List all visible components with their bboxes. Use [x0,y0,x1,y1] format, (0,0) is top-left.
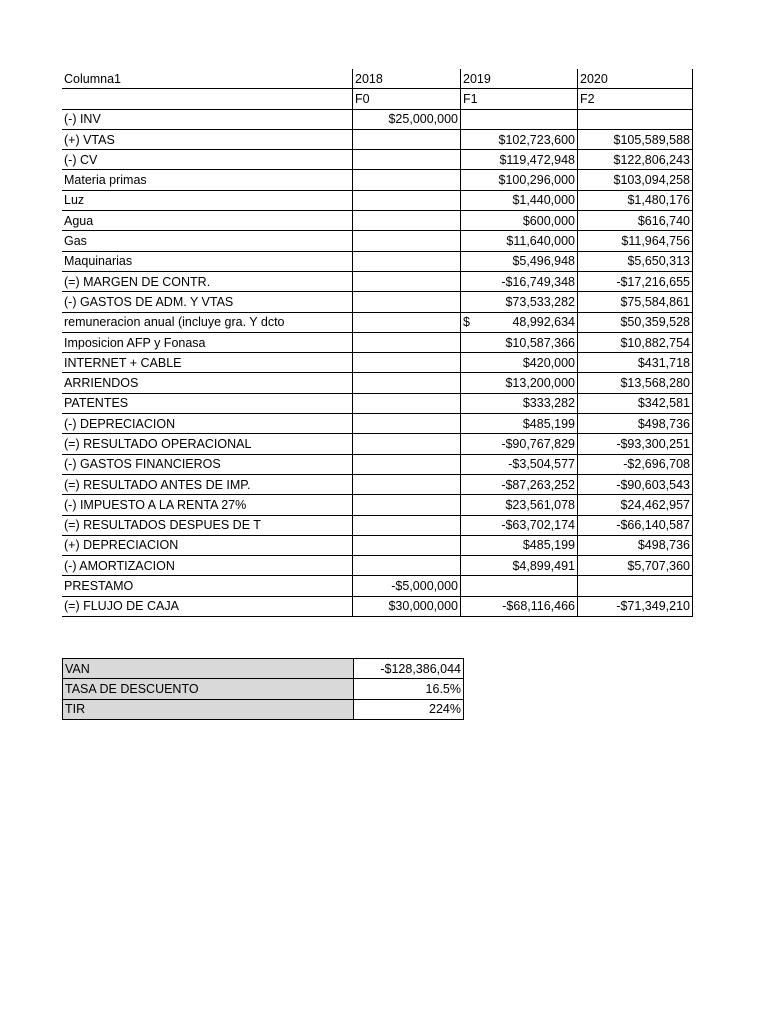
value-cell-2019[interactable]: $119,472,948 [461,150,578,170]
cash-flow-table [62,69,693,617]
value-cell-2018[interactable] [353,535,461,555]
value-cell-2019[interactable]: $100,296,000 [461,170,578,190]
summary-value-cell[interactable]: -$128,386,044 [354,659,464,679]
value-cell-2020[interactable]: $1,480,176 [578,190,693,210]
value-cell-2018[interactable] [353,454,461,474]
value-cell-2019[interactable]: -$63,702,174 [461,515,578,535]
header-cell-empty[interactable] [62,89,353,109]
table-row [62,150,693,170]
row-label-cell[interactable]: (=) RESULTADOS DESPUES DE T [62,515,353,535]
value-cell-2020[interactable]: $24,462,957 [578,495,693,515]
table-row [62,251,693,271]
value-cell-2018[interactable] [353,414,461,434]
table-row [62,535,693,555]
table-row [62,474,693,494]
row-label-cell[interactable]: (=) RESULTADO ANTES DE IMP. [62,474,353,494]
value-cell-2020[interactable]: $13,568,280 [578,373,693,393]
summary-label-cell[interactable]: TASA DE DESCUENTO [63,679,354,699]
value-cell-2020[interactable]: -$66,140,587 [578,515,693,535]
value-cell-2018[interactable] [353,434,461,454]
value-cell-2018[interactable] [353,556,461,576]
value-cell-2020[interactable]: $342,581 [578,393,693,413]
table-row [62,190,693,210]
value-cell-2018[interactable] [353,515,461,535]
value-cell-2018[interactable] [353,231,461,251]
value-cell-2019[interactable]: $4,899,491 [461,556,578,576]
value-cell-2019[interactable]: $73,533,282 [461,292,578,312]
value-cell-2019[interactable]: $11,640,000 [461,231,578,251]
value-cell-2020[interactable]: -$93,300,251 [578,434,693,454]
table-row [62,576,693,596]
header-cell-f0[interactable]: F0 [353,89,461,109]
value-cell-2020[interactable]: $616,740 [578,211,693,231]
table-row [62,556,693,576]
header-cell-2018[interactable]: 2018 [353,69,461,89]
amount: 48,992,634 [512,315,575,330]
value-cell-2019[interactable]: $485,199 [461,414,578,434]
value-cell-2020[interactable]: -$71,349,210 [578,596,693,616]
row-label-cell[interactable]: (-) GASTOS DE ADM. Y VTAS [62,292,353,312]
value-cell-2019[interactable]: $420,000 [461,353,578,373]
row-label-cell[interactable]: (-) INV [62,109,353,129]
value-cell-2020[interactable]: $122,806,243 [578,150,693,170]
value-cell-2019[interactable]: $5,496,948 [461,251,578,271]
value-cell-2018[interactable] [353,332,461,352]
value-cell-2019[interactable]: $23,561,078 [461,495,578,515]
value-cell-2020[interactable]: $75,584,861 [578,292,693,312]
value-cell-2018[interactable]: $30,000,000 [353,596,461,616]
row-label-cell[interactable]: Materia primas [62,170,353,190]
row-label-cell[interactable]: Agua [62,211,353,231]
row-label-cell[interactable]: INTERNET + CABLE [62,353,353,373]
row-label-cell[interactable]: Luz [62,190,353,210]
value-cell-2018[interactable] [353,251,461,271]
value-cell-2019[interactable]: $13,200,000 [461,373,578,393]
value-cell-2019[interactable]: -$16,749,348 [461,271,578,291]
value-cell-2020[interactable] [578,109,693,129]
value-cell-2018[interactable] [353,190,461,210]
value-cell-2018[interactable]: -$5,000,000 [353,576,461,596]
value-cell-2020[interactable]: $498,736 [578,414,693,434]
value-cell-2019[interactable]: $1,440,000 [461,190,578,210]
table-row [62,129,693,149]
table-row [62,414,693,434]
header-cell-2020[interactable]: 2020 [578,69,693,89]
value-cell-2018[interactable] [353,353,461,373]
table-row [62,292,693,312]
summary-label-cell[interactable]: TIR [63,699,354,719]
value-cell-2019[interactable]: $10,587,366 [461,332,578,352]
header-cell-f1[interactable]: F1 [461,89,578,109]
value-cell-2018[interactable] [353,292,461,312]
value-cell-2019[interactable]: $102,723,600 [461,129,578,149]
value-cell-2020[interactable]: -$2,696,708 [578,454,693,474]
table-row [62,393,693,413]
value-cell-2018[interactable] [353,393,461,413]
row-label-cell[interactable]: (-) CV [62,150,353,170]
summary-row [63,659,464,679]
row-label-cell[interactable]: (=) FLUJO DE CAJA [62,596,353,616]
value-cell-2020[interactable]: $103,094,258 [578,170,693,190]
row-label-cell[interactable]: (=) RESULTADO OPERACIONAL [62,434,353,454]
header-row-years [62,69,693,89]
summary-value-cell[interactable]: 16.5% [354,679,464,699]
summary-table [62,658,464,720]
table-row [62,312,693,332]
value-cell-2019[interactable] [461,576,578,596]
row-label-cell[interactable]: Maquinarias [62,251,353,271]
value-cell-2018[interactable] [353,211,461,231]
table-row [62,353,693,373]
summary-value-cell[interactable]: 224% [354,699,464,719]
row-label-cell[interactable]: remuneracion anual (incluye gra. Y dcto [62,312,353,332]
value-cell-2018[interactable] [353,271,461,291]
table-row [62,373,693,393]
value-cell-2020[interactable]: -$17,216,655 [578,271,693,291]
value-cell-2019[interactable] [461,109,578,129]
value-cell-2020[interactable]: $5,707,360 [578,556,693,576]
table-row [62,596,693,616]
row-label-cell[interactable]: ARRIENDOS [62,373,353,393]
table-row [62,109,693,129]
row-label-cell[interactable]: (+) DEPRECIACION [62,535,353,555]
header-cell-f2[interactable]: F2 [578,89,693,109]
table-row [62,271,693,291]
row-label-cell[interactable]: PRESTAMO [62,576,353,596]
accounting-format [463,313,575,331]
row-label-cell[interactable]: (-) IMPUESTO A LA RENTA 27% [62,495,353,515]
value-cell-2019[interactable]: -$87,263,252 [461,474,578,494]
header-row-periods [62,89,693,109]
value-cell-2018[interactable] [353,170,461,190]
table-row [62,211,693,231]
value-cell-2018[interactable] [353,312,461,332]
summary-row [63,699,464,719]
summary-row [63,679,464,699]
currency-symbol: $ [463,315,470,330]
value-cell-2018[interactable] [353,129,461,149]
value-cell-2020[interactable]: $5,650,313 [578,251,693,271]
row-label-cell[interactable]: (-) DEPRECIACION [62,414,353,434]
value-cell-2018[interactable] [353,474,461,494]
row-label-cell[interactable]: Gas [62,231,353,251]
header-cell-2019[interactable]: 2019 [461,69,578,89]
value-cell-2020[interactable]: $431,718 [578,353,693,373]
value-cell-2018[interactable]: $25,000,000 [353,109,461,129]
value-cell-2019[interactable]: -$3,504,577 [461,454,578,474]
table-row [62,434,693,454]
value-cell-2019[interactable]: $333,282 [461,393,578,413]
table-row [62,515,693,535]
value-cell-2020[interactable]: $105,589,588 [578,129,693,149]
value-cell-2018[interactable] [353,373,461,393]
row-label-cell[interactable]: (=) MARGEN DE CONTR. [62,271,353,291]
value-cell-2020[interactable]: $498,736 [578,535,693,555]
table-row [62,454,693,474]
row-label-cell[interactable]: PATENTES [62,393,353,413]
row-label-cell[interactable]: (+) VTAS [62,129,353,149]
table-row [62,170,693,190]
value-cell-2019[interactable]: $485,199 [461,535,578,555]
header-cell-column1[interactable]: Columna1 [62,69,353,89]
summary-label-cell[interactable]: VAN [63,659,354,679]
value-cell-2020[interactable]: $50,359,528 [578,312,693,332]
table-row [62,231,693,251]
row-label-cell[interactable]: Imposicion AFP y Fonasa [62,332,353,352]
value-cell-2018[interactable] [353,495,461,515]
table-row [62,495,693,515]
value-cell-2020[interactable]: $10,882,754 [578,332,693,352]
table-row [62,332,693,352]
value-cell-2019[interactable] [461,312,578,332]
value-cell-2020[interactable] [578,576,693,596]
value-cell-2018[interactable] [353,150,461,170]
value-cell-2020[interactable]: $11,964,756 [578,231,693,251]
value-cell-2019[interactable]: -$68,116,466 [461,596,578,616]
value-cell-2020[interactable]: -$90,603,543 [578,474,693,494]
value-cell-2019[interactable]: -$90,767,829 [461,434,578,454]
value-cell-2019[interactable]: $600,000 [461,211,578,231]
row-label-cell[interactable]: (-) AMORTIZACION [62,556,353,576]
row-label-cell[interactable]: (-) GASTOS FINANCIEROS [62,454,353,474]
